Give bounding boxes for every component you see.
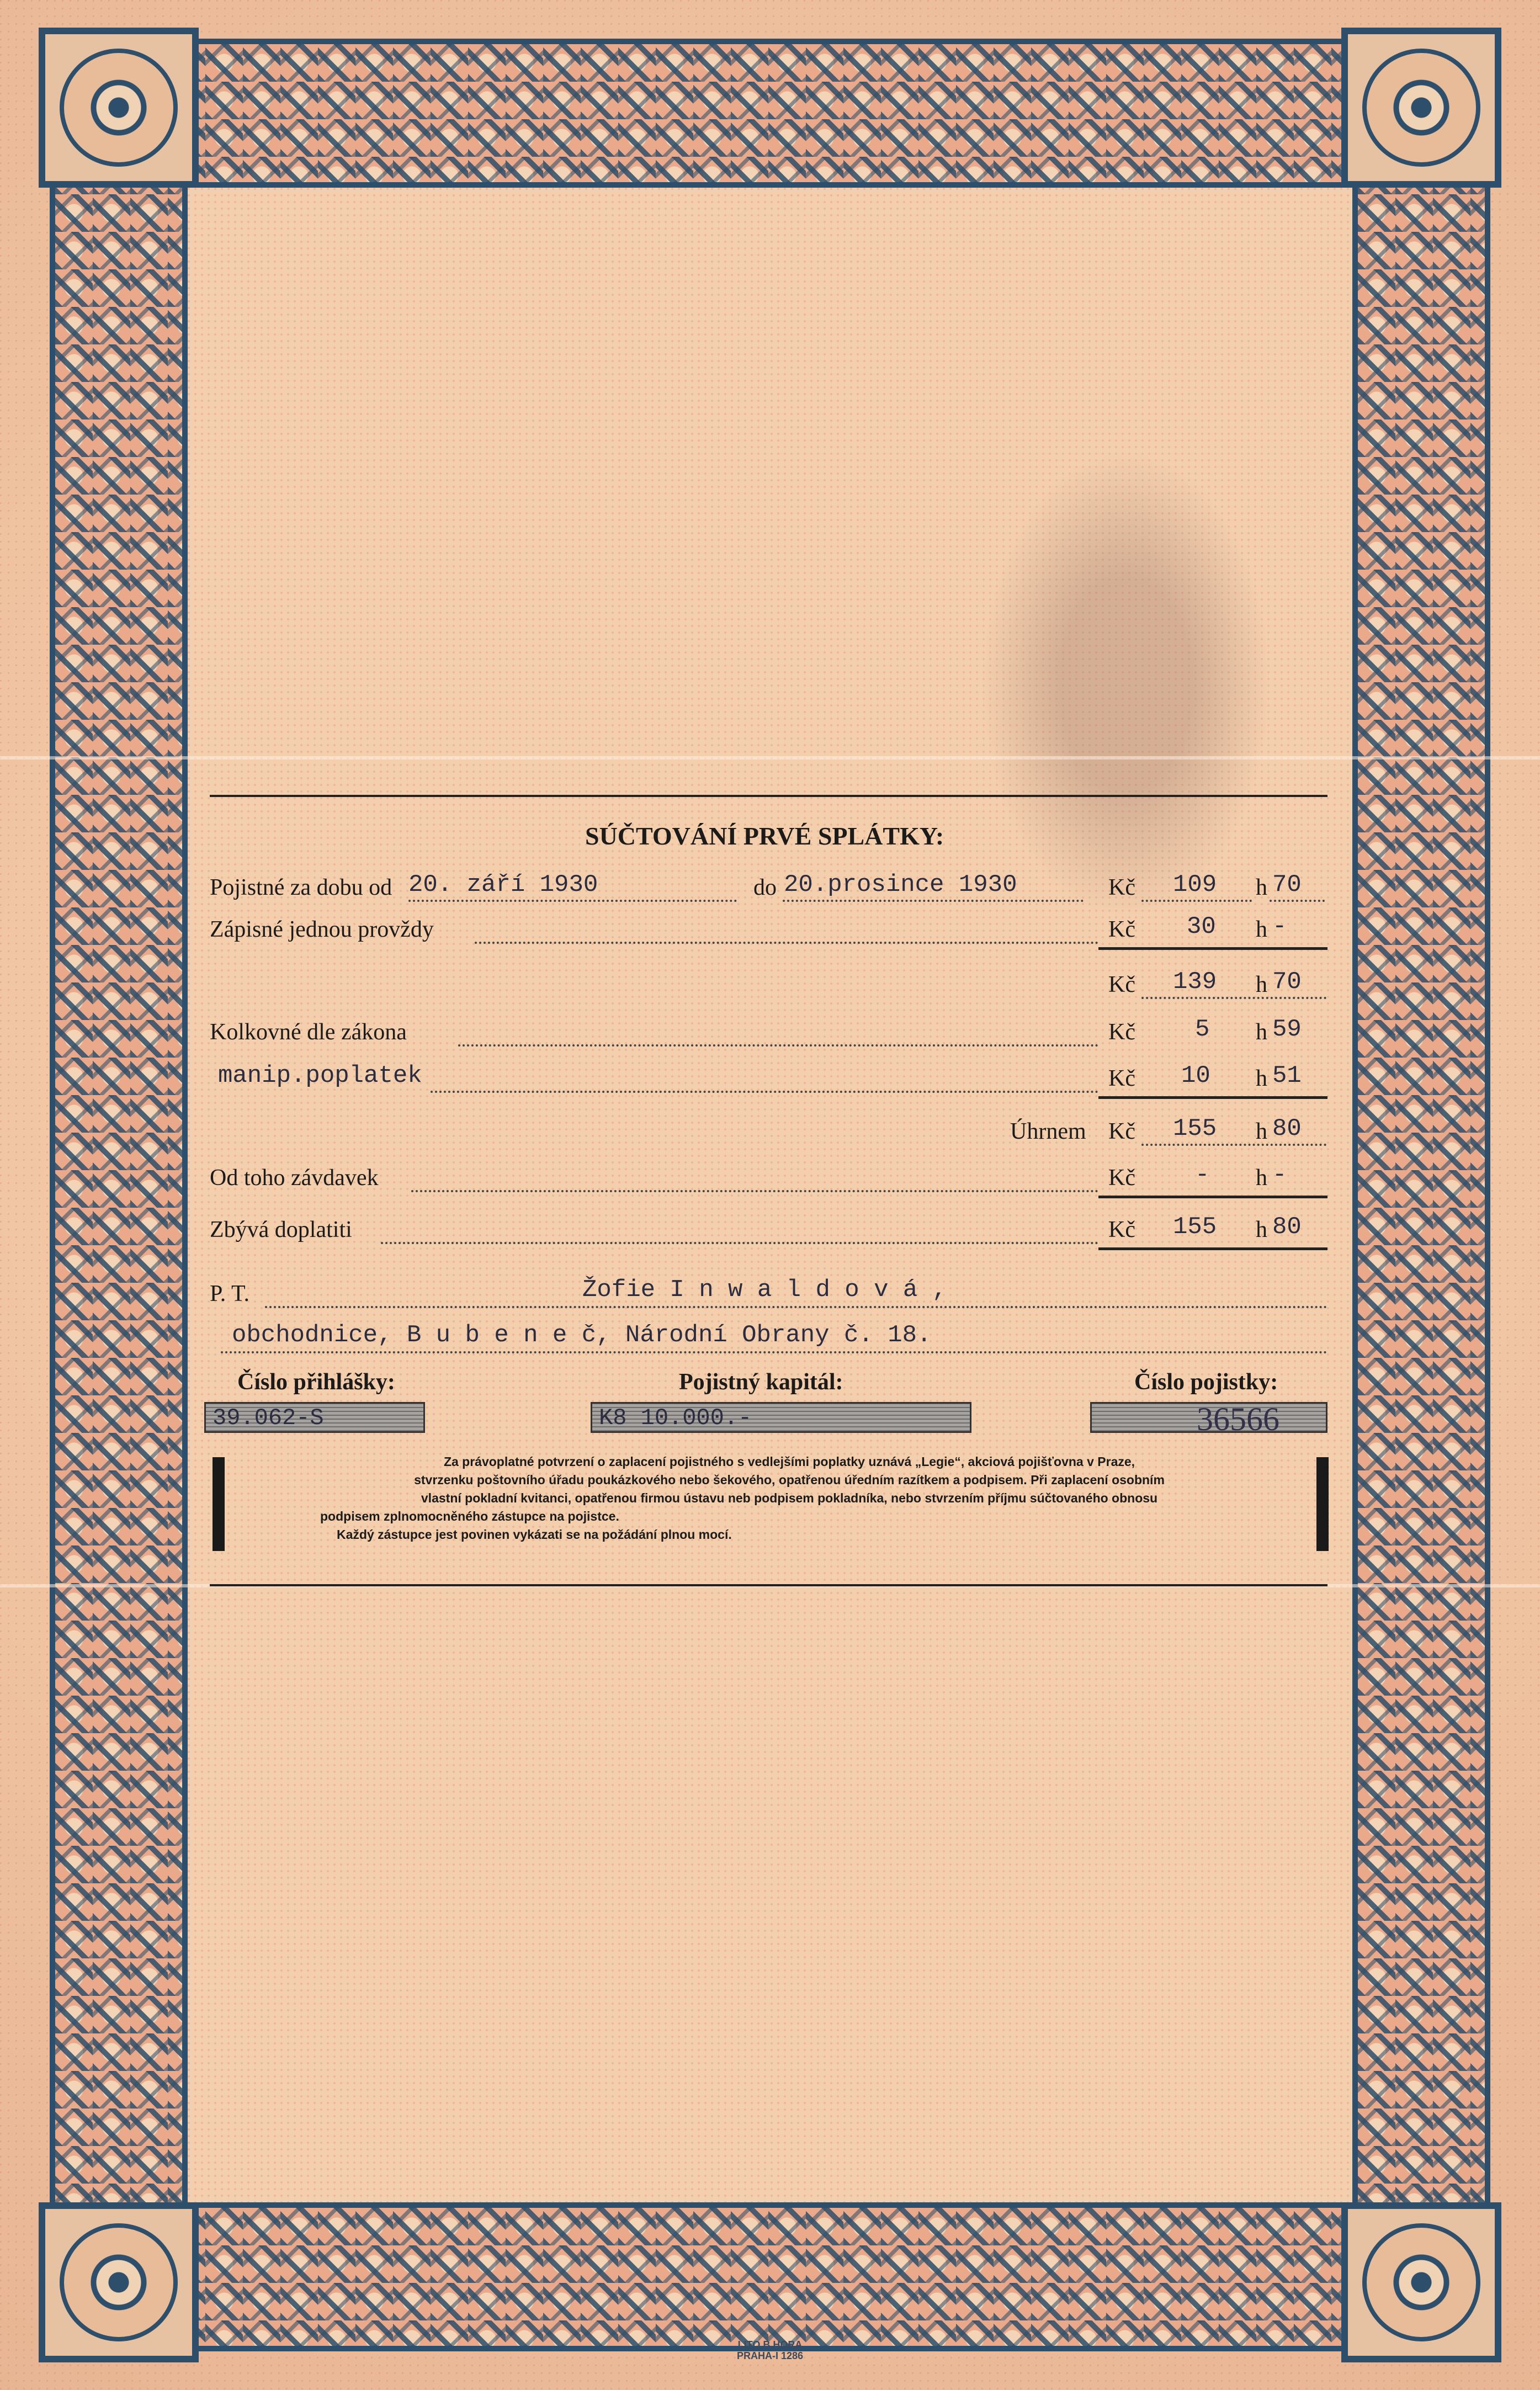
recipient-address: obchodnice, B u b e n e č, Národní Obrany č. 18. (232, 1321, 932, 1349)
dotted-line (221, 1351, 1327, 1353)
h-label: h (1256, 1165, 1267, 1191)
ornamental-border-bottom (50, 2202, 1490, 2351)
sum-underline (1098, 1247, 1327, 1250)
kc-label: Kč (1108, 1066, 1135, 1091)
dotted-line (1141, 1144, 1326, 1146)
h-label: h (1256, 875, 1267, 900)
subtotal-kc: 139 (1173, 968, 1217, 996)
note-line: vlastní pokladní kvitanci, opatřenou firmou ústavu neb podpisem pokladníka, nebo stvrzením příjmu súčtovaného obnosu (421, 1491, 1158, 1505)
h-label: h (1256, 1066, 1267, 1091)
registration-kc: 30 (1187, 913, 1216, 941)
dotted-line (458, 1044, 1098, 1047)
dotted-line (1141, 900, 1252, 902)
registration-h: - (1272, 913, 1287, 941)
premium-kc: 109 (1173, 871, 1217, 899)
sum-underline (1098, 947, 1327, 950)
note-line: stvrzenku poštovního úřadu poukázkového nebo šekového, opatřenou úředním razítkem a podpisem. Při zaplacení osobním (414, 1473, 1165, 1487)
recipient-label: P. T. (210, 1281, 249, 1306)
remaining-label: Zbývá doplatiti (210, 1217, 352, 1242)
capital-box (591, 1402, 971, 1433)
policy-number-value: 36566 (1197, 1402, 1279, 1433)
dotted-line (381, 1242, 1098, 1244)
guilloche-background (188, 188, 1352, 2202)
form-title: SÚČTOVÁNÍ PRVÉ SPLÁTKY: (585, 822, 944, 850)
capital-label: Pojistný kapitál: (679, 1369, 843, 1395)
dotted-line (783, 900, 1084, 902)
ornamental-border-top (50, 39, 1490, 188)
note-line: Každý zástupce jest povinen vykázati se na požádání plnou mocí. (337, 1527, 732, 1542)
h-label: h (1256, 1119, 1267, 1144)
capital-value: K8 10.000.- (599, 1405, 752, 1431)
h-label: h (1256, 1019, 1267, 1045)
registration-label: Zápisné jednou provždy (210, 917, 434, 942)
total-label: Úhrnem (1010, 1119, 1086, 1144)
kc-label: Kč (1108, 1217, 1135, 1242)
ornamental-border-right (1352, 39, 1490, 2351)
kc-label: Kč (1108, 1165, 1135, 1191)
rosette-corner-icon (1341, 28, 1501, 188)
stamp-duty-label: Kolkovné dle zákona (210, 1019, 407, 1045)
policy-number-box (1090, 1402, 1327, 1433)
note-bar-left (213, 1457, 225, 1551)
policy-number-label: Číslo pojistky: (1134, 1369, 1278, 1395)
kc-label: Kč (1108, 1019, 1135, 1045)
deposit-label: Od toho závdavek (210, 1165, 379, 1191)
note-line: Za právoplatné potvrzení o zaplacení pojistného s vedlejšími poplatky uznává „Legie“, akciová pojišťovna v Praze, (443, 1454, 1135, 1469)
top-rule (210, 795, 1327, 797)
dotted-line (265, 1306, 1327, 1308)
legal-note (304, 1453, 1275, 1544)
note-line: podpisem zplnomocněného zástupce na pojistce. (320, 1509, 619, 1523)
rosette-corner-icon (1341, 2202, 1501, 2362)
rosette-corner-icon (39, 2202, 199, 2362)
premium-from: 20. září 1930 (408, 871, 598, 899)
premium-to: 20.prosince 1930 (784, 871, 1017, 899)
kc-label: Kč (1108, 875, 1135, 900)
premium-to-label: do (753, 875, 777, 900)
printer-imprint (701, 2339, 839, 2361)
dotted-line (408, 900, 737, 902)
sum-underline (1098, 1196, 1327, 1198)
imprint-line: PRAHA-I 1286 (736, 2350, 804, 2361)
subtotal-h: 70 (1272, 968, 1302, 996)
h-label: h (1256, 972, 1267, 997)
rosette-corner-icon (39, 28, 199, 188)
total-h: 80 (1272, 1115, 1302, 1143)
ornamental-border-left (50, 39, 188, 2351)
h-label: h (1256, 917, 1267, 942)
application-number-label: Číslo přihlášky: (237, 1369, 395, 1395)
dotted-line (1270, 900, 1325, 902)
deposit-kc: - (1195, 1161, 1210, 1189)
kc-label: Kč (1108, 1119, 1135, 1144)
paper-fold (0, 756, 1540, 760)
stamp-duty-kc: 5 (1195, 1016, 1210, 1043)
dotted-line (411, 1190, 1098, 1192)
remaining-kc: 155 (1173, 1213, 1217, 1241)
application-number-box (204, 1402, 425, 1433)
deposit-h: - (1272, 1161, 1287, 1189)
remaining-h: 80 (1272, 1213, 1302, 1241)
handling-h: 51 (1272, 1062, 1302, 1090)
recipient-name: Žofie I n w a l d o v á , (582, 1276, 947, 1304)
kc-label: Kč (1108, 972, 1135, 997)
sum-underline (1098, 1096, 1327, 1099)
bottom-rule (210, 1584, 1327, 1586)
handling-label: manip.poplatek (218, 1062, 422, 1090)
dotted-line (431, 1091, 1098, 1093)
premium-h: 70 (1272, 871, 1302, 899)
premium-label: Pojistné za dobu od (210, 875, 392, 900)
total-kc: 155 (1173, 1115, 1217, 1143)
stamp-duty-h: 59 (1272, 1016, 1302, 1043)
kc-label: Kč (1108, 917, 1135, 942)
dotted-line (1141, 997, 1326, 999)
handling-kc: 10 (1181, 1062, 1210, 1090)
imprint-line: LITO B.HORA (737, 2339, 803, 2350)
dotted-line (475, 942, 1098, 944)
note-bar-right (1316, 1457, 1329, 1551)
h-label: h (1256, 1217, 1267, 1242)
application-number-value: 39.062-S (213, 1405, 324, 1431)
